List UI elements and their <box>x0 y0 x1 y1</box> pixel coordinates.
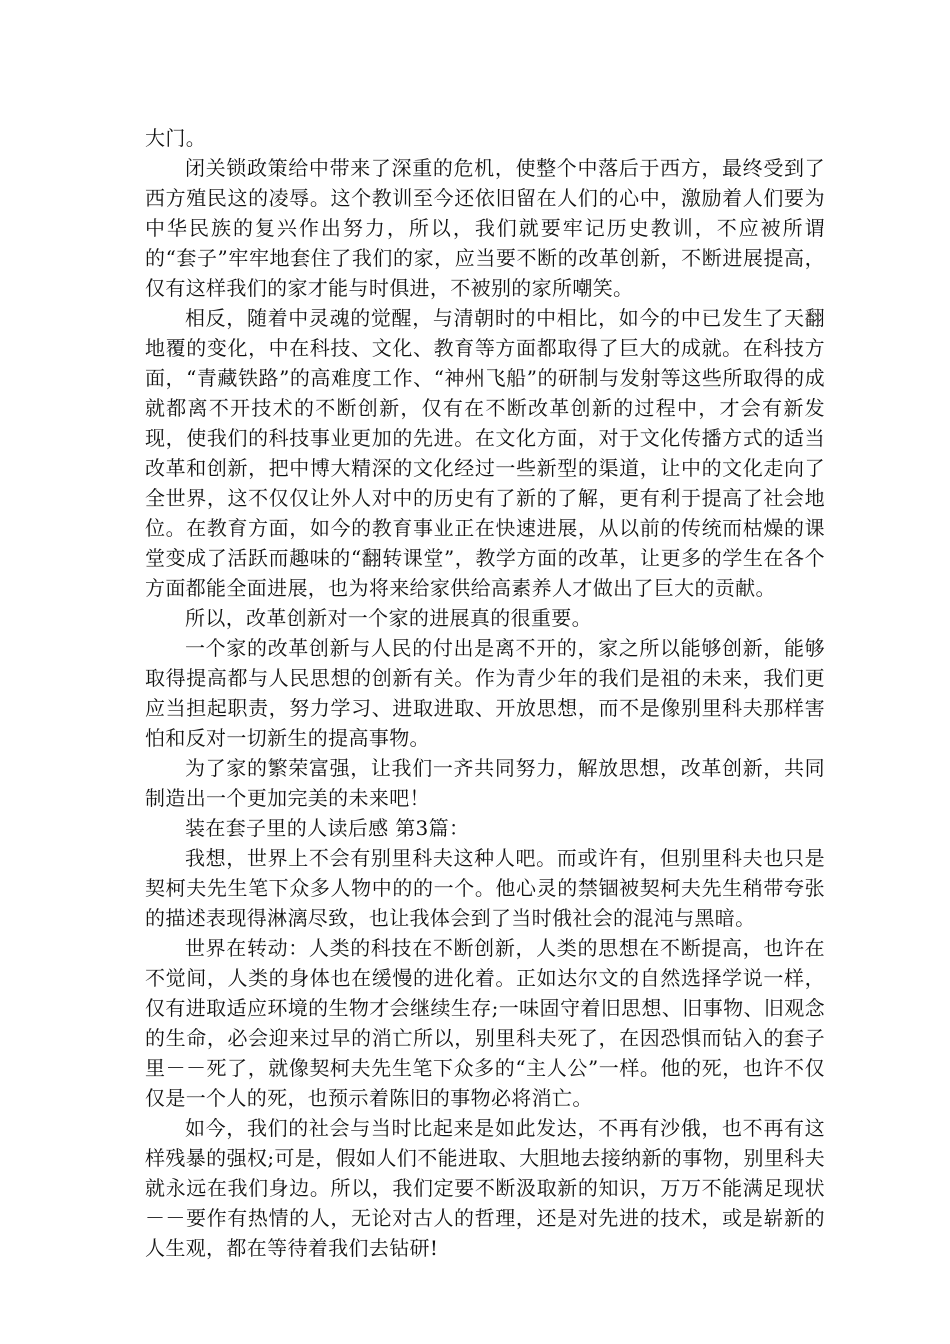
paragraph: 相反，随着中灵魂的觉醒，与清朝时的中相比，如今的中已发生了天翻地覆的变化，中在科技、文化、教育等方面都取得了巨大的成就。在科技方面，“青藏铁路”的高难度工作、“神州飞船”的研制与发射等这些所取得的成就都离不开技术的不断创新，仅有在不断改革创新的过程中，才会有新发现，使我们的科技事业更加的先进。在文化方面，对于文化传播方式的适当改革和创新，把中博大精深的文化经过一些新型的渠道，让中的文化走向了全世界，这不仅仅让外人对中的历史有了新的了解，更有利于提高了社会地位。在教育方面，如今的教育事业正在快速进展，从以前的传统而枯燥的课堂变成了活跃而趣味的“翻转课堂”，教学方面的改革，让更多的学生在各个方面都能全面进展，也为将来给家供给高素养人才做出了巨大的贡献。 <box>145 306 825 600</box>
paragraph: 为了家的繁荣富强，让我们一齐共同努力，解放思想，改革创新，共同制造出一个更加完美的未来吧！ <box>145 756 825 810</box>
document-page <box>145 123 825 1263</box>
paragraph: 所以，改革创新对一个家的进展真的很重要。 <box>185 606 592 630</box>
paragraph: 世界在转动：人类的科技在不断创新，人类的思想在不断提高，也许在不觉间，人类的身体也在缓慢的进化着。正如达尔文的自然选择学说一样，仅有进取适应环境的生物才会继续生存;一味固守着旧思想、旧事物、旧观念的生命，必会迎来过早的消亡所以，别里科夫死了，在因恐惧而钻入的套子里－－死了，就像契柯夫先生笔下众多的“主人公”一样。他的死，也许不仅仅是一个人的死，也预示着陈旧的事物必将消亡。 <box>145 936 825 1110</box>
paragraph-continuation: 大门。 <box>145 126 207 150</box>
paragraph: 如今，我们的社会与当时比起来是如此发达，不再有沙俄，也不再有这样残暴的强权;可是，假如人们不能进取、大胆地去接纳新的事物，别里科夫就永远在我们身边。所以，我们定要不断汲取新的知识，万万不能满足现状－－要作有热情的人，无论对古人的哲理，还是对先进的技术，或是崭新的人生观，都在等待着我们去钻研! <box>145 1116 825 1260</box>
paragraph: 闭关锁政策给中带来了深重的危机，使整个中落后于西方，最终受到了西方殖民这的凌辱。这个教训至今还依旧留在人们的心中，激励着人们要为中华民族的复兴作出努力，所以，我们就要牢记历史教训，不应被所谓的“套子”牢牢地套住了我们的家，应当要不断的改革创新，不断进展提高，仅有这样我们的家才能与时俱进，不被别的家所嘲笑。 <box>145 156 825 300</box>
paragraph: 一个家的改革创新与人民的付出是离不开的，家之所以能够创新，能够取得提高都与人民思想的创新有关。作为青少年的我们是祖的未来，我们更应当担起职责，努力学习、进取进取、开放思想，而不是像别里科夫那样害怕和反对一切新生的提高事物。 <box>145 636 825 750</box>
paragraph: 我想，世界上不会有别里科夫这种人吧。而或许有，但别里科夫也只是契柯夫先生笔下众多人物中的的一个。他心灵的禁锢被契柯夫先生稍带夸张的描述表现得淋漓尽致，也让我体会到了当时俄社会的混沌与黑暗。 <box>145 846 825 930</box>
section-heading: 装在套子里的人读后感 第3篇： <box>185 816 470 840</box>
